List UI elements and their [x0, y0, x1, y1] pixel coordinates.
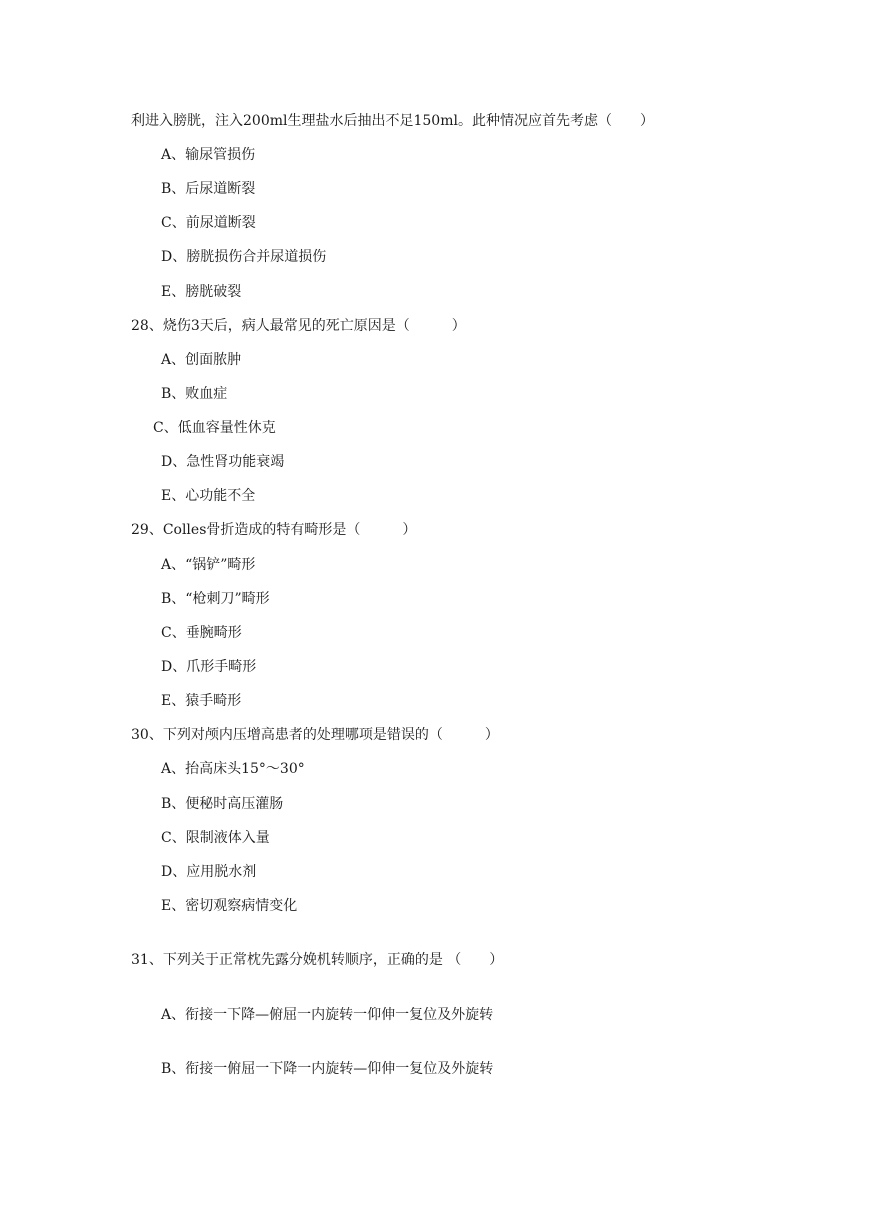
- option-e: E、密切观察病情变化: [161, 898, 298, 914]
- option-d: D、膀胱损伤合并尿道损伤: [161, 249, 327, 265]
- question-31: 31、下列关于正常枕先露分娩机转顺序，正确的是 （ ）: [131, 952, 504, 968]
- option-b: B、“枪刺刀”畸形: [161, 591, 270, 607]
- option-e: E、膀胱破裂: [161, 284, 242, 300]
- option-a: A、“锅铲”畸形: [161, 557, 256, 573]
- option-c: C、垂腕畸形: [161, 625, 242, 641]
- option-d: D、应用脱水剂: [161, 864, 257, 880]
- option-c: C、限制液体入量: [161, 830, 270, 846]
- question-stem-continued: 利进入膀胱，注入200ml生理盐水后抽出不足150ml。此种情况应首先考虑（ ）: [131, 113, 654, 129]
- question-30: 30、下列对颅内压增高患者的处理哪项是错误的（ ）: [131, 727, 499, 743]
- option-a: A、输尿管损伤: [161, 147, 256, 163]
- option-c: C、前尿道断裂: [161, 215, 256, 231]
- option-a: A、创面脓肿: [161, 352, 242, 368]
- question-29: 29、Colles骨折造成的特有畸形是（ ）: [131, 522, 417, 538]
- option-b: B、衔接一俯屈一下降一内旋转—仰伸一复位及外旋转: [161, 1061, 494, 1077]
- option-a: A、衔接一下降—俯屈一内旋转一仰伸一复位及外旋转: [161, 1007, 494, 1023]
- option-b: B、败血症: [161, 386, 228, 402]
- option-c: C、低血容量性休克: [153, 420, 276, 436]
- option-b: B、便秘时高压灌肠: [161, 796, 284, 812]
- option-d: D、爪形手畸形: [161, 659, 257, 675]
- option-a: A、抬高床头15°～30°: [161, 761, 305, 777]
- option-e: E、心功能不全: [161, 488, 256, 504]
- option-b: B、后尿道断裂: [161, 181, 256, 197]
- question-28: 28、烧伤3天后，病人最常见的死亡原因是（ ）: [131, 318, 466, 334]
- option-d: D、急性肾功能衰竭: [161, 454, 285, 470]
- option-e: E、猿手畸形: [161, 693, 242, 709]
